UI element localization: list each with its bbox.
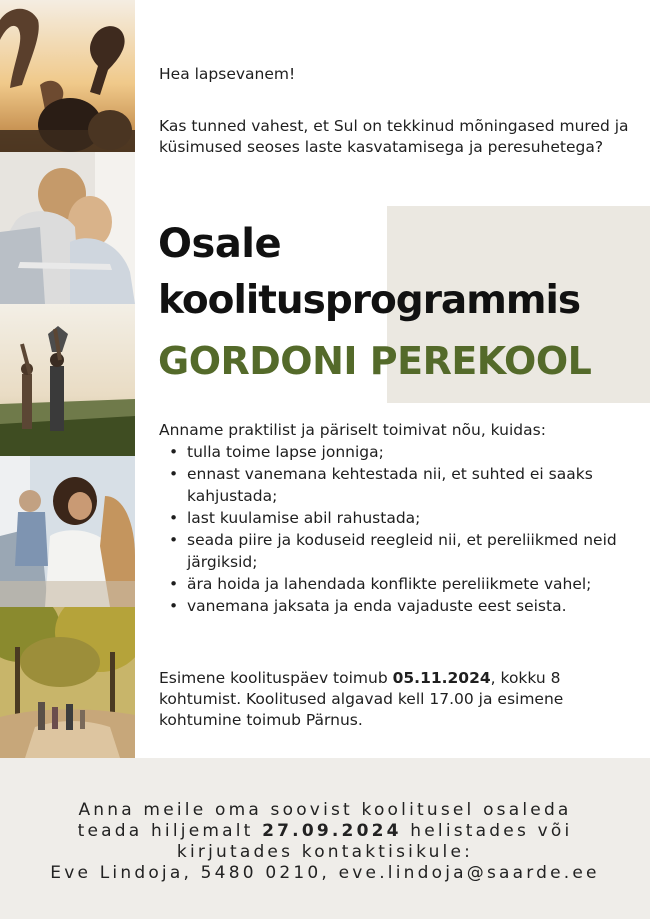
registration-deadline: 27.09.2024: [262, 821, 402, 841]
bullet-icon: •: [169, 531, 179, 549]
benefits-lead: Anname praktilist ja päriselt toimivat nõu, kuidas:: [159, 421, 546, 439]
greeting: Hea lapsevanem!: [159, 65, 296, 83]
therapy-hug-photo: [0, 456, 135, 607]
list-item-text: vanemana jaksata ja enda vajaduste eest seista.: [187, 597, 567, 615]
footer-line-2-after: helistades või: [401, 821, 573, 841]
bullet-icon: •: [169, 597, 179, 615]
intro-paragraph: Kas tunned vahest, et Sul on tekkinud mõningased mured ja küsimused seoses laste kasvatamisega ja peresuhetega?: [159, 117, 629, 156]
bullet-icon: •: [169, 465, 179, 483]
start-date: 05.11.2024: [392, 669, 491, 687]
footer-line-3: kirjutades kontaktisikule:: [176, 842, 474, 862]
footer-line-1: Anna meile oma soovist koolitusel osaleda: [78, 800, 572, 820]
list-item: [159, 441, 619, 463]
list-item: [159, 573, 619, 595]
schedule-paragraph: [159, 668, 624, 731]
heading-line-2: koolitusprogrammis: [158, 278, 581, 323]
list-item-text: tulla toime lapse jonniga;: [187, 443, 384, 461]
footer-text: [0, 800, 650, 884]
list-item-text: last kuulamise abil rahustada;: [187, 509, 421, 527]
list-item: [159, 507, 619, 529]
family-field-photo: [0, 304, 135, 456]
program-title: GORDONI PEREKOOL: [158, 339, 592, 383]
list-item: [159, 529, 619, 573]
heading-line-1: Osale: [158, 221, 282, 267]
benefits-list: [159, 441, 619, 617]
footer-panel: [0, 758, 650, 919]
mother-hug-photo: [0, 152, 135, 304]
bullet-icon: •: [169, 575, 179, 593]
hands-heart-photo: [0, 0, 135, 152]
schedule-text-before: Esimene koolituspäev toimub: [159, 669, 393, 687]
list-item-text: ennast vanemana kehtestada nii, et suhted ei saaks kahjustada;: [187, 465, 593, 505]
footer-line-2: [0, 821, 650, 842]
list-item: [159, 463, 619, 507]
footer-line-2-before: teada hiljemalt: [77, 821, 263, 841]
list-item-text: seada piire ja koduseid reegleid nii, et pereliikmed neid järgiksid;: [187, 531, 617, 571]
schedule-text-after: , kokku 8 kohtumist. Koolitused algavad kell 17.00 ja esimene kohtumine toimub Pärnus.: [159, 669, 564, 729]
bullet-icon: •: [169, 443, 179, 461]
list-item: [159, 595, 619, 617]
contact-info: Eve Lindoja, 5480 0210, eve.lindoja@saarde.ee: [50, 863, 600, 883]
list-item-text: ära hoida ja lahendada konflikte pereliikmete vahel;: [187, 575, 592, 593]
bullet-icon: •: [169, 509, 179, 527]
family-park-walk-photo: [0, 607, 135, 758]
photo-strip: [0, 0, 135, 758]
